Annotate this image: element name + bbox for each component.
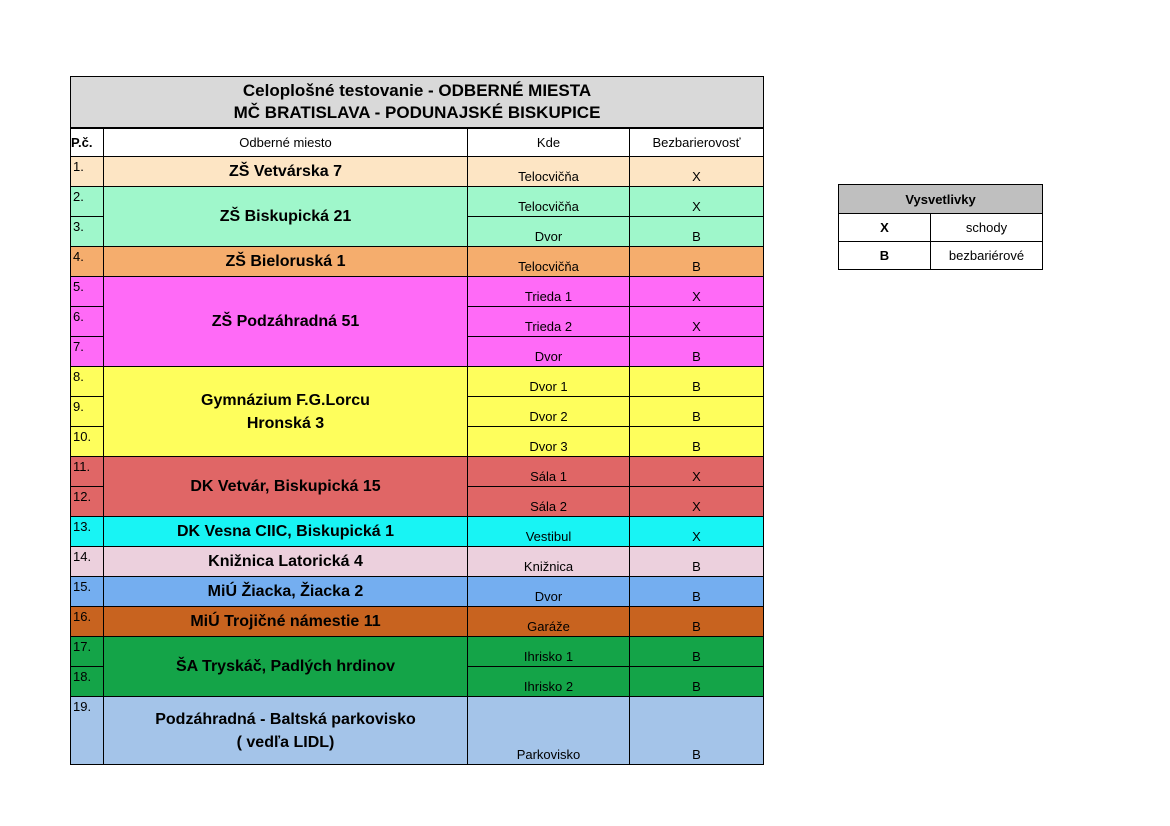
title-row <box>71 77 764 129</box>
site-name-line: ZŠ Podzáhradná 51 <box>211 313 360 330</box>
header-num: P.č. <box>71 128 104 157</box>
accessibility-cell: X <box>630 457 764 487</box>
row-number: 6. <box>71 307 104 337</box>
location-cell: Dvor <box>468 337 630 367</box>
site-name <box>104 457 468 517</box>
site-name-line: ŠA Tryskáč, Padlých hrdinov <box>175 658 396 675</box>
table-row <box>71 157 764 187</box>
table-title <box>71 77 764 129</box>
row-number: 13. <box>71 517 104 547</box>
location-cell: Dvor <box>468 217 630 247</box>
row-number: 11. <box>71 457 104 487</box>
accessibility-cell: B <box>630 577 764 607</box>
site-name-line-2: ( vedľa LIDL) <box>236 733 335 751</box>
accessibility-cell: B <box>630 337 764 367</box>
table-row <box>71 247 764 277</box>
site-name <box>104 577 468 607</box>
site-name-line: Knižnica Latorická 4 <box>208 553 363 570</box>
row-number: 17. <box>71 637 104 667</box>
accessibility-cell: B <box>630 397 764 427</box>
header-kde: Kde <box>468 128 630 157</box>
row-number: 7. <box>71 337 104 367</box>
accessibility-cell: X <box>630 487 764 517</box>
sites-table <box>70 76 764 765</box>
location-cell: Telocvičňa <box>468 247 630 277</box>
site-name <box>104 277 468 367</box>
accessibility-cell: B <box>630 667 764 697</box>
site-name-line: DK Vesna CIIC, Biskupická 1 <box>177 523 394 540</box>
location-cell: Dvor 1 <box>468 367 630 397</box>
accessibility-cell: B <box>630 697 764 765</box>
row-number: 4. <box>71 247 104 277</box>
site-name-line: MiÚ Trojičné námestie 11 <box>190 613 381 630</box>
row-number: 2. <box>71 187 104 217</box>
title-line-2: MČ BRATISLAVA - PODUNAJSKÉ BISKUPICE <box>233 103 601 122</box>
site-name-line: ZŠ Bieloruská 1 <box>225 253 346 270</box>
location-cell: Telocvičňa <box>468 157 630 187</box>
accessibility-cell: B <box>630 637 764 667</box>
site-name-line: ZŠ Vetvárska 7 <box>229 163 342 180</box>
site-name-line: ZŠ Biskupická 21 <box>219 208 352 225</box>
legend-row <box>839 214 1043 242</box>
header-row <box>71 128 764 157</box>
accessibility-cell: B <box>630 427 764 457</box>
table-row <box>71 607 764 637</box>
site-name <box>104 157 468 187</box>
location-cell: Telocvičňa <box>468 187 630 217</box>
legend-row <box>839 242 1043 270</box>
sites-table-body <box>71 77 764 765</box>
accessibility-cell: B <box>630 367 764 397</box>
row-number: 5. <box>71 277 104 307</box>
row-number: 8. <box>71 367 104 397</box>
table-row <box>71 277 764 307</box>
legend-title: Vysvetlivky <box>839 185 1043 214</box>
location-cell: Sála 1 <box>468 457 630 487</box>
table-row <box>71 547 764 577</box>
location-cell: Parkovisko <box>468 697 630 765</box>
row-number: 9. <box>71 397 104 427</box>
location-cell: Trieda 2 <box>468 307 630 337</box>
table-row <box>71 577 764 607</box>
table-row <box>71 637 764 667</box>
table-row <box>71 367 764 397</box>
site-name <box>104 367 468 457</box>
location-cell: Dvor 3 <box>468 427 630 457</box>
location-cell: Sála 2 <box>468 487 630 517</box>
accessibility-cell: B <box>630 247 764 277</box>
legend-symbol: X <box>839 214 931 242</box>
site-name-line: DK Vetvár, Biskupická 15 <box>190 478 381 495</box>
accessibility-cell: B <box>630 607 764 637</box>
table-row <box>71 697 764 765</box>
legend-table <box>838 184 1043 270</box>
row-number: 18. <box>71 667 104 697</box>
location-cell: Trieda 1 <box>468 277 630 307</box>
site-name <box>104 517 468 547</box>
row-number: 12. <box>71 487 104 517</box>
table-row <box>71 517 764 547</box>
site-name <box>104 247 468 277</box>
accessibility-cell: X <box>630 307 764 337</box>
accessibility-cell: X <box>630 157 764 187</box>
row-number: 16. <box>71 607 104 637</box>
site-name <box>104 187 468 247</box>
row-number: 15. <box>71 577 104 607</box>
location-cell: Garáže <box>468 607 630 637</box>
table-row <box>71 457 764 487</box>
site-name-line: Podzáhradná - Baltská parkovisko <box>155 710 416 728</box>
header-bez: Bezbarierovosť <box>630 128 764 157</box>
accessibility-cell: X <box>630 517 764 547</box>
legend-title-row <box>839 185 1043 214</box>
site-name <box>104 607 468 637</box>
site-name-line-2: Hronská 3 <box>246 414 325 432</box>
site-name-line: Gymnázium F.G.Lorcu <box>201 391 370 409</box>
accessibility-cell: B <box>630 217 764 247</box>
site-name <box>104 637 468 697</box>
site-name-line: MiÚ Žiacka, Žiacka 2 <box>207 583 364 600</box>
location-cell: Dvor <box>468 577 630 607</box>
site-name <box>104 697 468 765</box>
location-cell: Ihrisko 2 <box>468 667 630 697</box>
location-cell: Ihrisko 1 <box>468 637 630 667</box>
row-number: 10. <box>71 427 104 457</box>
site-name <box>104 547 468 577</box>
accessibility-cell: X <box>630 277 764 307</box>
location-cell: Vestibul <box>468 517 630 547</box>
row-number: 1. <box>71 157 104 187</box>
legend-meaning: bezbariérové <box>931 242 1043 270</box>
row-number: 14. <box>71 547 104 577</box>
accessibility-cell: B <box>630 547 764 577</box>
location-cell: Knižnica <box>468 547 630 577</box>
row-number: 19. <box>71 697 104 765</box>
location-cell: Dvor 2 <box>468 397 630 427</box>
table-row <box>71 187 764 217</box>
header-place: Odberné miesto <box>104 128 468 157</box>
legend-symbol: B <box>839 242 931 270</box>
row-number: 3. <box>71 217 104 247</box>
title-line-1: Celoplošné testovanie - ODBERNÉ MIESTA <box>242 81 592 100</box>
accessibility-cell: X <box>630 187 764 217</box>
legend-meaning: schody <box>931 214 1043 242</box>
